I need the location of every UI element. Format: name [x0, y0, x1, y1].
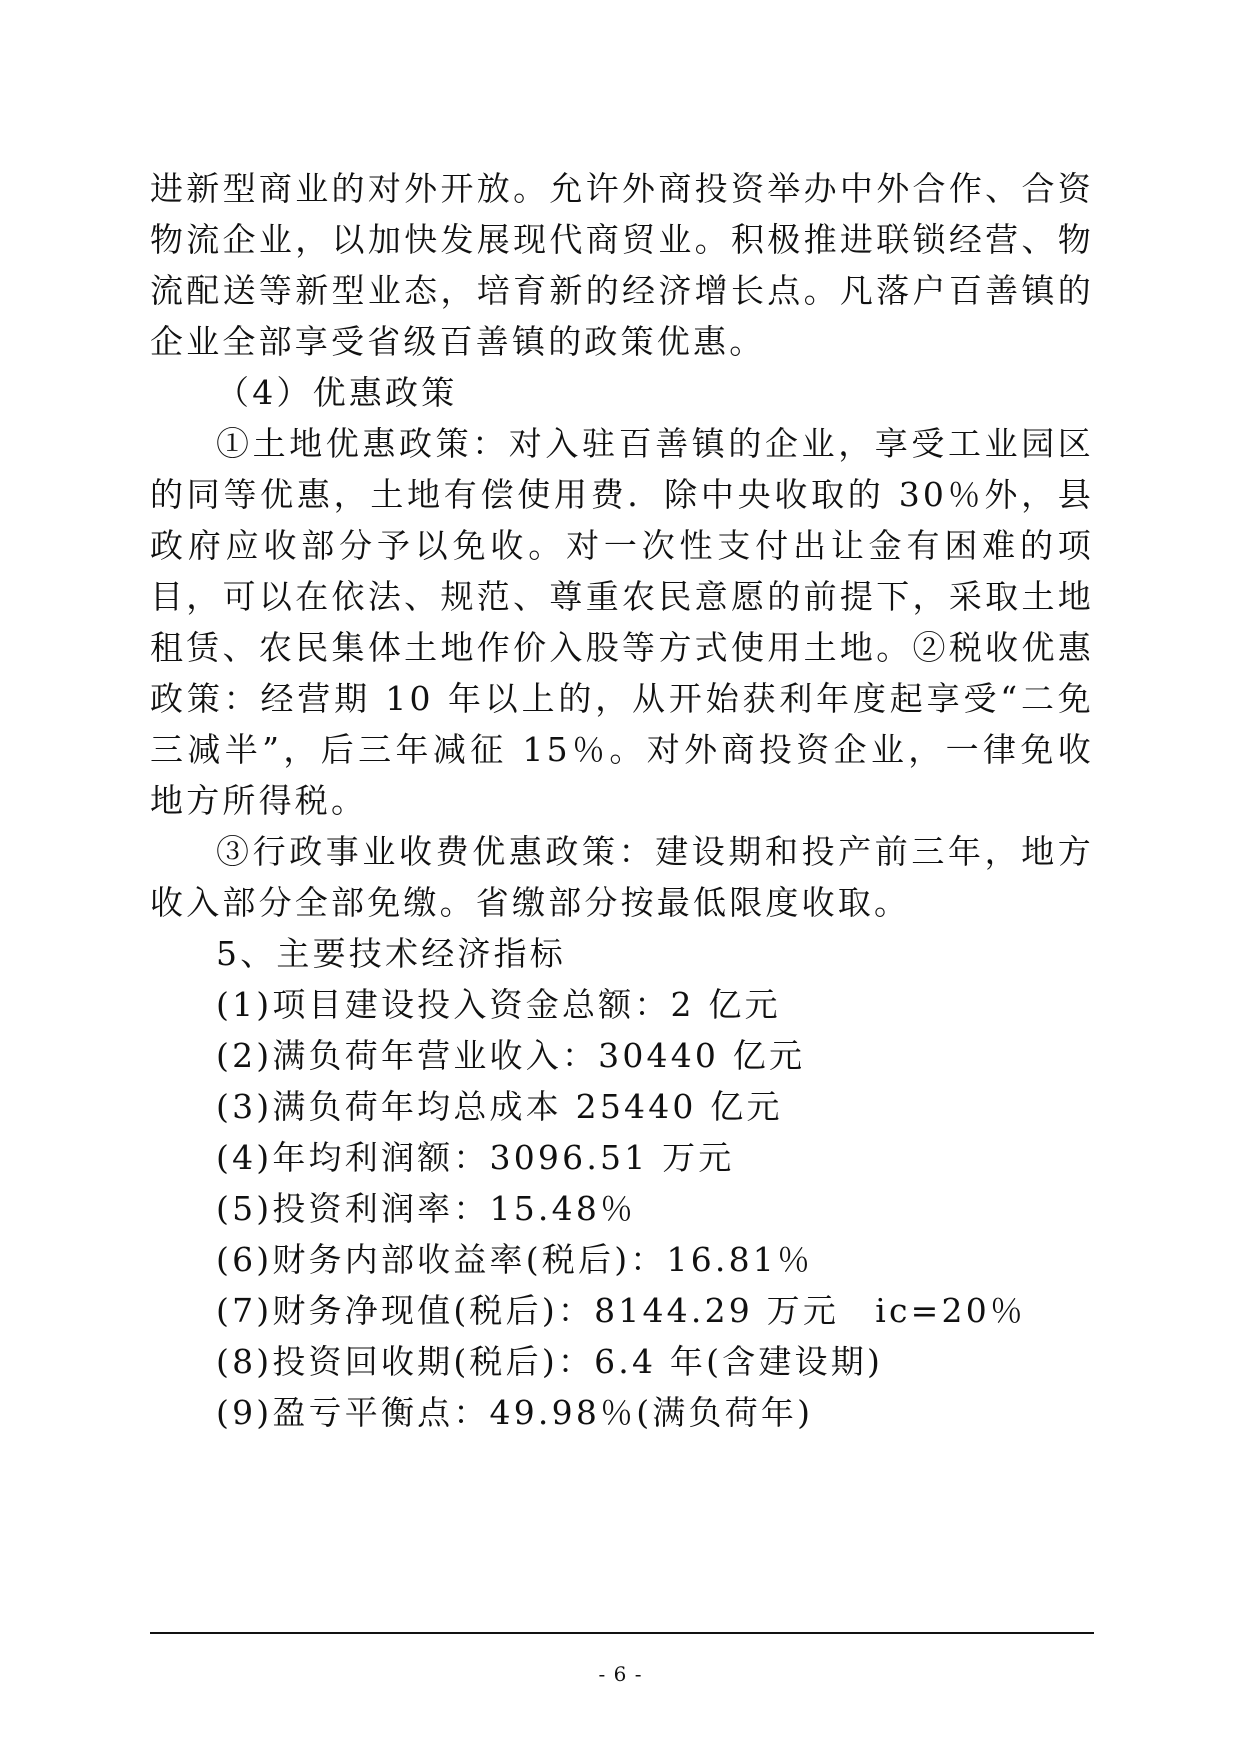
indicator-item-2: (2)满负荷年营业收入：30440 亿元	[216, 1036, 806, 1075]
indicator-item-6: (6)财务内部收益率(税后)：16.81％	[216, 1240, 814, 1279]
indicator-item-3: (3)满负荷年均总成本 25440 亿元	[216, 1087, 783, 1126]
indicator-item-1: (1)项目建设投入资金总额：2 亿元	[216, 985, 781, 1024]
indicator-item-5: (5)投资利润率：15.48％	[216, 1189, 637, 1228]
paragraph-land-tax-policy: ①土地优惠政策：对入驻百善镇的企业，享受工业园区的同等优惠，土地有偿使用费．除中央收取的 30％外，县政府应收部分予以免收。对一次性支付出让金有困难的项目，可以在依法、规范、尊重农民意愿的前提下，采取土地租赁、农民集体土地作价入股等方式使用土地。②税收优惠政策：经营期 10 年以上的，从开始获利年度起享受“二免三减半”，后三年减征 15％。对外商投资企业，一律免收地方所得税。	[150, 424, 1094, 820]
indicator-item-4: (4)年均利润额：3096.51 万元	[216, 1138, 735, 1177]
indicator-item-8: (8)投资回收期(税后)：6.4 年(含建设期)	[216, 1342, 884, 1381]
indicator-item-7: (7)财务净现值(税后)：8144.29 万元 ic=20％	[216, 1291, 1027, 1330]
paragraph-commerce-opening: 进新型商业的对外开放。允许外商投资举办中外合作、合资物流企业，以加快发展现代商贸业。积极推进联锁经营、物流配送等新型业态，培育新的经济增长点。凡落户百善镇的企业全部享受省级百善镇的政策优惠。	[150, 169, 1094, 361]
paragraph-admin-fee-policy: ③行政事业收费优惠政策：建设期和投产前三年，地方收入部分全部免缴。省缴部分按最低限度收取。	[150, 832, 1094, 922]
heading-key-indicators: 5、主要技术经济指标	[216, 934, 566, 973]
body-text	[150, 163, 1094, 1438]
indicator-item-9: (9)盈亏平衡点：49.98％(满负荷年)	[216, 1393, 814, 1432]
page-number: - 6 -	[598, 1662, 643, 1686]
heading-preferential-policies: （4）优惠政策	[216, 373, 458, 412]
footer-divider	[150, 1632, 1094, 1634]
